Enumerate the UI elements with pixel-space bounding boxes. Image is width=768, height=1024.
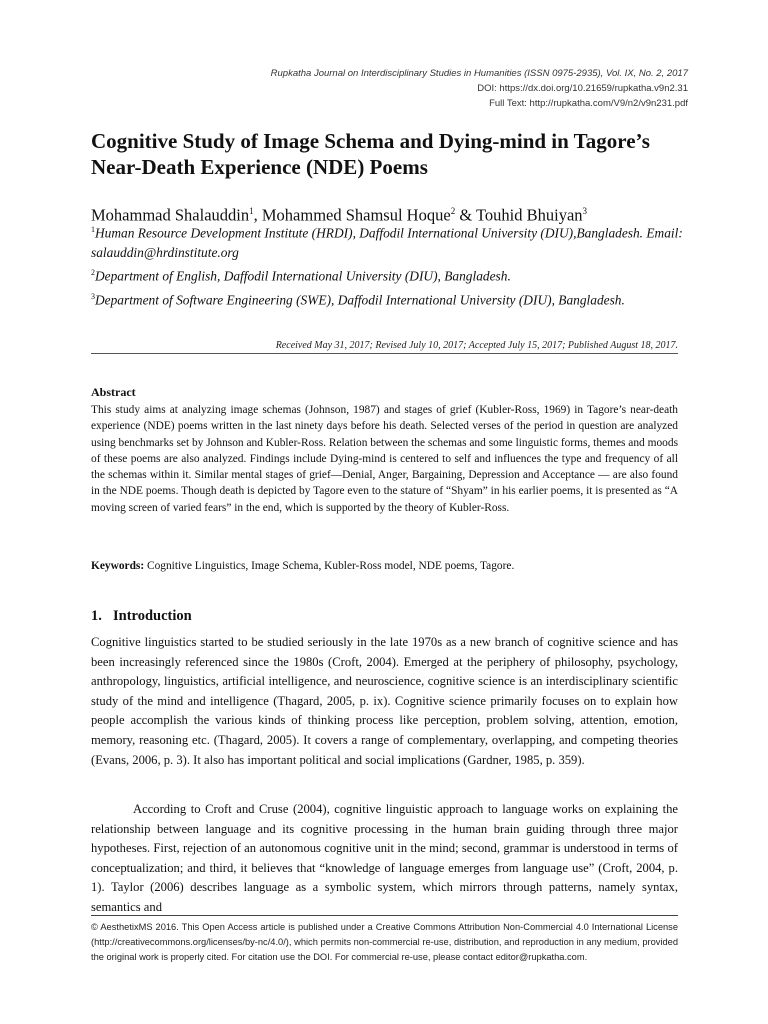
affiliation-text: Human Resource Development Institute (HRDI), Daffodil International University (DIU),Bangladesh. Email: salauddin@hrdinstitute.org	[91, 225, 683, 261]
footer-divider	[91, 915, 678, 916]
header-divider	[91, 353, 678, 354]
author-name: Touhid Bhuiyan	[475, 205, 583, 225]
author-sup: 1	[249, 206, 254, 216]
author-sep: &	[455, 205, 476, 225]
keywords-label: Keywords:	[91, 560, 145, 572]
journal-line: Rupkatha Journal on Interdisciplinary Studies in Humanities (ISSN 0975-2935), Vol. IX, No. 2, 2017	[270, 68, 688, 79]
abstract-text: This study aims at analyzing image schemas (Johnson, 1987) and stages of grief (Kubler-Ross, 1969) in Tagore’s near-death experience (NDE) poems written in the last ninety days before his death. Selected verses of the period in question are analyzed using benchmarks set by Johnson and Kubler-Ross. Relation between the schemas and some linguistic forms, themes and moods of these poems are also analyzed. Findings include Dying-mind is centered to self and influences the type and frequency of all the schemas within it. Similar mental stages of grief—Denial, Anger, Bargaining, Depression and Acceptance — are also found in the NDE poems. Though death is depicted by Tagore even to the stature of “Shyam” in his earlier poems, it is presented as “A moving screen of varied fears” in the end, which is supported by the theory of Kubler-Ross.	[91, 404, 678, 514]
section-number: 1.	[91, 608, 102, 624]
body-paragraph: Cognitive linguistics started to be studied seriously in the late 1970s as a new branch of cognitive science and has been increasingly referenced since the 1980s (Croft, 2004). Emerged at the periphery of philosophy, psychology, anthropology, linguistics, artificial intelligence, and neuroscience, cognitive science is an interdisciplinary scientific study of the mind and intelligence (Thagard, 2005, p. ix). Cognitive science primarily focuses on to explain how people accomplish the various kinds of thinking process like perception, problem solving, attention, emotion, memory, reasoning etc. (Thagard, 2005). It covers a range of complementary, overlapping, and competing theories (Evans, 2006, p. 3). It also has important political and social implications (Gardner, 1985, p. 359).	[91, 635, 678, 767]
author-sep: ,	[253, 205, 262, 225]
keywords-text: Cognitive Linguistics, Image Schema, Kubler-Ross model, NDE poems, Tagore.	[144, 560, 515, 572]
publication-dates: Received May 31, 2017; Revised July 10, 2017; Accepted July 15, 2017; Published August 18, 2017.	[275, 340, 678, 351]
affiliation-text: Department of English, Daffodil International University (DIU), Bangladesh.	[95, 268, 511, 284]
affiliation	[91, 220, 691, 263]
affiliation-sup: 1	[91, 225, 95, 234]
section-heading	[91, 608, 192, 625]
author-sup: 3	[582, 206, 588, 216]
doi-line: DOI: https://dx.doi.org/10.21659/rupkatha.v9n2.31	[477, 83, 688, 94]
journal-header	[128, 66, 688, 111]
affiliation	[91, 287, 691, 310]
affiliation-sup: 3	[91, 291, 95, 301]
affiliation	[91, 263, 691, 286]
paper-title: Cognitive Study of Image Schema and Dying-mind in Tagore’s Near-Death Experience (NDE) Poems	[91, 129, 650, 179]
affiliation-text: Department of Software Engineering (SWE), Daffodil International University (DIU), Bangladesh.	[95, 292, 625, 308]
license-footer: © AesthetixMS 2016. This Open Access article is published under a Creative Commons Attribution Non-Commercial 4.0 International License (http://creativecommons.org/licenses/by-nc/4.0/), which permits non-commercial re-use, distribution, and reproduction in any medium, provided the original work is properly cited. For citation use the DOI. For commercial re-use, please contact editor@rupkatha.com.	[91, 922, 678, 962]
author-name: Mohammad Shalauddin	[91, 205, 250, 225]
section-title: Introduction	[113, 608, 192, 624]
fulltext-line: Full Text: http://rupkatha.com/V9/n2/v9n231.pdf	[489, 98, 688, 109]
author-sup: 2	[450, 206, 456, 216]
affiliation-list	[91, 220, 691, 310]
abstract-heading: Abstract	[91, 385, 136, 399]
body-paragraph: According to Croft and Cruse (2004), cognitive linguistic approach to language works on explaining the relationship between language and its cognitive processing in the human brain guiding through three major hypotheses. First, rejection of an autonomous cognitive unit in the mind; second, grammar is understood in terms of conceptualization; and third, it believes that “knowledge of language emerges from language use” (Croft, 2004, p. 1). Taylor (2006) describes language as a symbolic system, which mirrors through patterns, namely syntax, semantics and	[91, 802, 678, 914]
keywords	[91, 560, 678, 572]
affiliation-sup: 2	[91, 268, 95, 278]
author-name: Mohammed Shamsul Hoque	[261, 205, 451, 225]
